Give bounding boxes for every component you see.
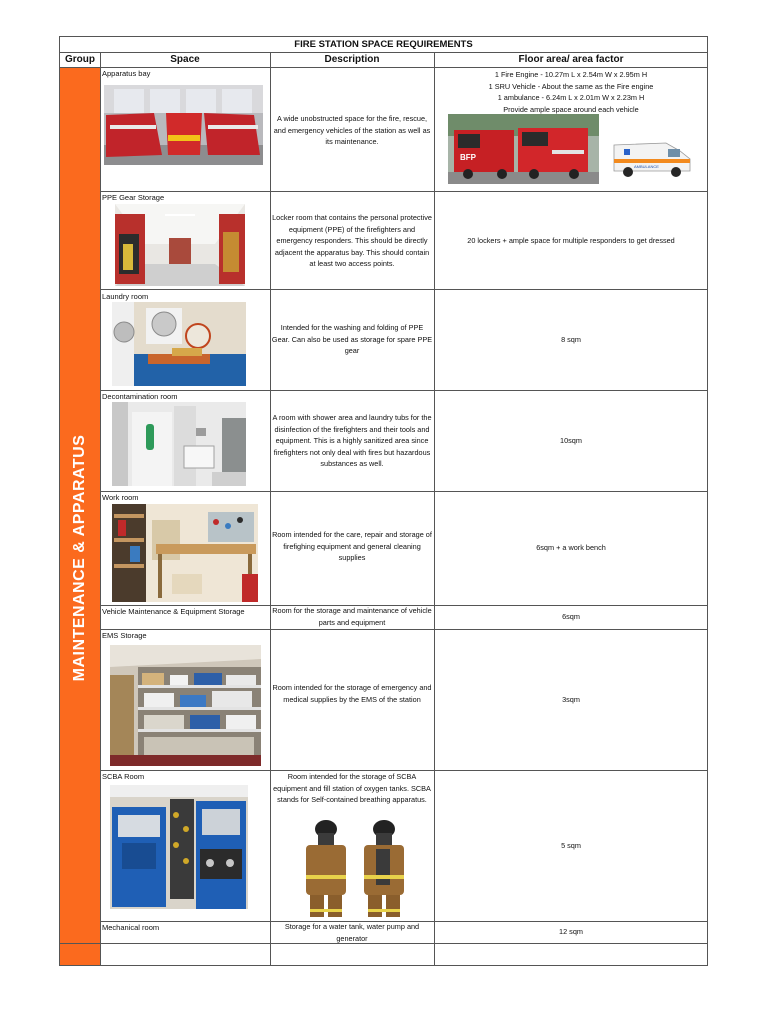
area-laundry-room: 8 sqm bbox=[561, 335, 581, 344]
header-description: Description bbox=[270, 52, 434, 68]
group-band-empty bbox=[60, 943, 100, 965]
space-ppe-gear-storage: PPE Gear Storage bbox=[102, 193, 165, 202]
area-mechanical-room: 12 sqm bbox=[559, 927, 583, 936]
column-divider bbox=[434, 52, 435, 965]
work-room-photo bbox=[112, 504, 258, 602]
description-scba-room: Room intended for the storage of SCBA equipment and fill station of oxygen tanks. SCBA stands for Self-contained breathing apparatus. bbox=[273, 772, 431, 804]
description-ppe-gear-storage: Locker room that contains the personal protective equipment (PPE) of the firefighters and emergency responders. This should be directly adjacent the apparatus bay. This should contain at least two access points. bbox=[272, 213, 432, 268]
apparatus-bay-photo bbox=[104, 85, 263, 165]
column-divider bbox=[270, 52, 271, 965]
ems-storage-photo bbox=[110, 645, 261, 766]
area-line: Provide ample space around each vehicle bbox=[503, 104, 639, 114]
area-apparatus-bay bbox=[435, 69, 707, 115]
description-apparatus-bay: A wide unobstructed space for the fire, rescue, and emergency vehicles of the station as well as its maintenance. bbox=[273, 114, 431, 146]
space-decontamination-room: Decontamination room bbox=[102, 392, 178, 401]
ppe-storage-photo bbox=[115, 204, 245, 286]
area-ppe-gear-storage: 20 lockers + ample space for multiple responders to get dressed bbox=[467, 236, 675, 245]
header-area: Floor area/ area factor bbox=[434, 52, 708, 68]
space-mechanical-room: Mechanical room bbox=[102, 923, 160, 932]
area-ems-storage: 3sqm bbox=[562, 695, 580, 704]
row-divider bbox=[100, 491, 707, 492]
laundry-room-photo bbox=[112, 302, 246, 386]
description-vehicle-maintenance: Room for the storage and maintenance of vehicle parts and equipment bbox=[272, 606, 432, 627]
space-vehicle-maintenance: Vehicle Maintenance & Equipment Storage bbox=[102, 607, 245, 616]
description-ems-storage: Room intended for the storage of emergency and medical supplies by the EMS of the station bbox=[272, 683, 432, 704]
fire-trucks-photo bbox=[448, 114, 599, 184]
area-work-room: 6sqm + a work bench bbox=[536, 543, 606, 552]
space-scba-room: SCBA Room bbox=[102, 772, 145, 781]
description-decontamination-room: A room with shower area and laundry tubs for the disinfection of the firefighters and their tools and equipment. This is a highly sanitized area since firefighters not only deal with fires but hazardous substances as well. bbox=[272, 413, 432, 468]
area-line: 1 Fire Engine - 10.27m L x 2.54m W x 2.95m H bbox=[494, 70, 648, 79]
description-mechanical-room: Storage for a water tank, water pump and generator bbox=[284, 922, 420, 943]
space-ems-storage: EMS Storage bbox=[102, 631, 147, 640]
ambulance-photo bbox=[610, 137, 694, 179]
group-band bbox=[60, 68, 100, 943]
row-divider bbox=[100, 629, 707, 630]
decontamination-room-photo bbox=[112, 402, 246, 486]
scba-room-photo bbox=[110, 785, 248, 909]
area-scba-room: 5 sqm bbox=[561, 841, 581, 850]
space-work-room: Work room bbox=[102, 493, 139, 502]
area-line: 1 SRU Vehicle - About the same as the Fire engine bbox=[488, 81, 654, 91]
description-work-room: Room intended for the care, repair and storage of firefighing equipment and general cleaning supplies bbox=[272, 530, 432, 562]
header-space: Space bbox=[100, 52, 270, 68]
area-decontamination-room: 10sqm bbox=[560, 436, 582, 445]
row-divider bbox=[100, 289, 707, 290]
truck-label: BFP bbox=[460, 153, 476, 162]
scba-firefighters-photo bbox=[296, 819, 420, 919]
van-label: AMBULANCE bbox=[634, 164, 659, 169]
space-apparatus-bay: Apparatus bay bbox=[102, 69, 151, 78]
area-vehicle-maintenance: 6sqm bbox=[562, 612, 580, 621]
row-divider bbox=[100, 390, 707, 391]
requirements-table bbox=[59, 36, 708, 966]
area-line: 1 ambulance - 6.24m L x 2.01m W x 2.23m H bbox=[497, 93, 645, 102]
description-laundry-room: Intended for the washing and folding of PPE Gear. Can also be used as storage for spare PPE gear bbox=[271, 323, 433, 355]
table-title: FIRE STATION SPACE REQUIREMENTS bbox=[60, 37, 707, 53]
row-divider bbox=[100, 191, 707, 192]
header-group: Group bbox=[60, 52, 100, 68]
space-laundry-room: Laundry room bbox=[102, 292, 149, 301]
column-divider bbox=[100, 52, 101, 965]
group-label: MAINTENANCE & APPARATUS bbox=[71, 434, 88, 682]
